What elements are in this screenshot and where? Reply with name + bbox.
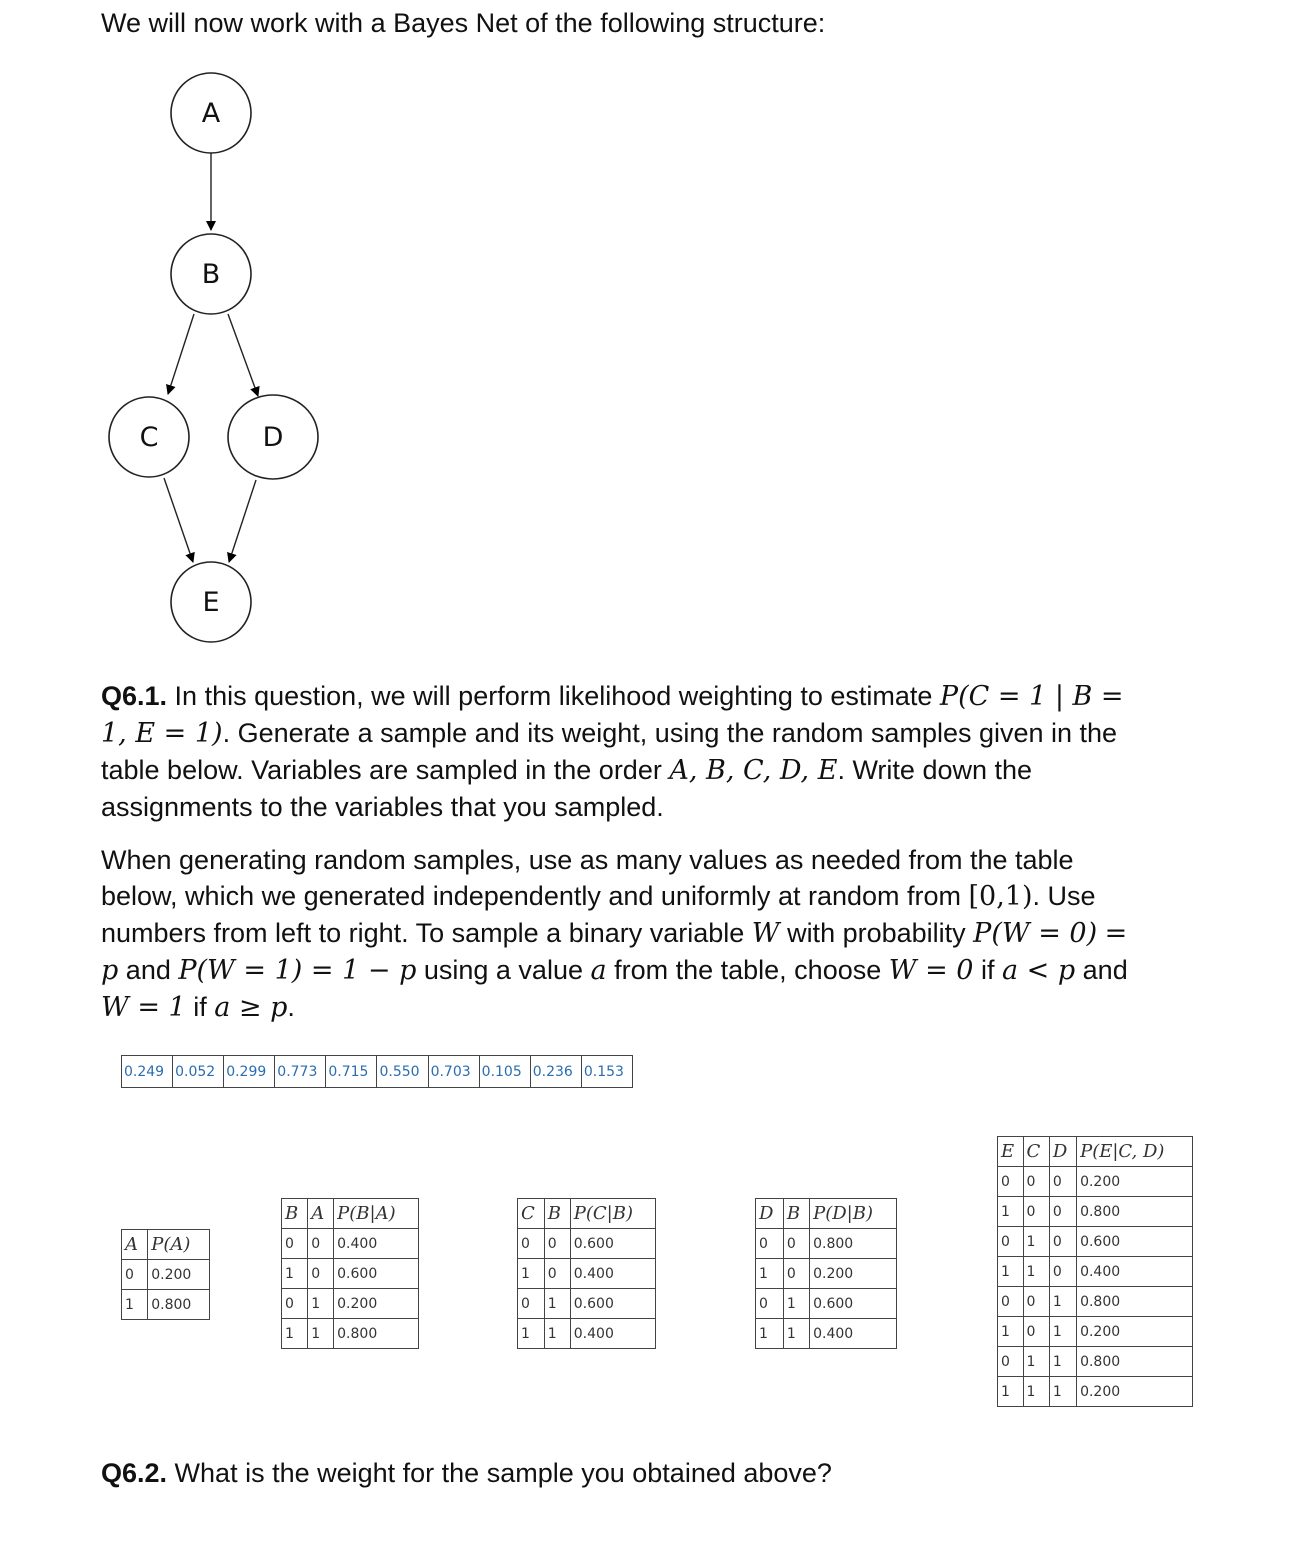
table-cell: 1 — [308, 1319, 334, 1349]
table-cell: 0.200 — [1077, 1317, 1193, 1347]
random-value: 0.773 — [275, 1056, 326, 1088]
random-value: 0.105 — [479, 1056, 530, 1088]
table-cell: 0 — [1049, 1257, 1076, 1287]
column-header: A — [122, 1230, 148, 1260]
table-header-row — [282, 1199, 419, 1229]
table-cell: 0.400 — [810, 1319, 897, 1349]
edge-b-d — [228, 314, 258, 396]
table-row — [122, 1290, 210, 1320]
column-header: P(D|B) — [810, 1199, 897, 1229]
cpt-b-table — [281, 1198, 419, 1349]
table-cell: 0 — [1023, 1287, 1049, 1317]
table-cell: 1 — [1049, 1377, 1076, 1407]
intro-text: We will now work with a Bayes Net of the following structure: — [101, 8, 826, 38]
table-row — [998, 1197, 1193, 1227]
random-value: 0.052 — [173, 1056, 224, 1088]
table-header-row — [518, 1199, 656, 1229]
table-row — [998, 1227, 1193, 1257]
table-cell: 0 — [998, 1167, 1024, 1197]
table-cell: 0.800 — [334, 1319, 419, 1349]
edge-d-e — [229, 480, 256, 562]
column-header: D — [1049, 1137, 1076, 1167]
node-label: D — [262, 422, 284, 453]
table-cell: 0 — [998, 1227, 1024, 1257]
column-header: B — [544, 1199, 570, 1229]
table-cell: 1 — [518, 1319, 545, 1349]
table-cell: 0 — [518, 1289, 545, 1319]
table-row — [282, 1229, 419, 1259]
table-cell: 1 — [308, 1289, 334, 1319]
column-header: P(E|C, D) — [1077, 1137, 1193, 1167]
random-value: 0.715 — [326, 1056, 377, 1088]
table-cell: 1 — [544, 1289, 570, 1319]
table-row — [282, 1259, 419, 1289]
table-cell: 0.200 — [334, 1289, 419, 1319]
table-cell: 1 — [1049, 1287, 1076, 1317]
table-cell: 0.600 — [334, 1259, 419, 1289]
table-row — [756, 1229, 897, 1259]
table-cell: 0 — [998, 1287, 1024, 1317]
table-row — [998, 1287, 1193, 1317]
table-cell: 1 — [282, 1319, 308, 1349]
table-row — [756, 1319, 897, 1349]
random-value: 0.249 — [122, 1056, 173, 1088]
column-header: P(B|A) — [334, 1199, 419, 1229]
cpt-c-table — [517, 1198, 656, 1349]
table-cell: 0.800 — [1077, 1197, 1193, 1227]
q61-label: Q6.1. — [101, 681, 168, 711]
table-cell: 0.800 — [148, 1290, 210, 1320]
table-header-row — [756, 1199, 897, 1229]
table-row — [282, 1289, 419, 1319]
table-row — [998, 1317, 1193, 1347]
table-header-row — [998, 1137, 1193, 1167]
q62-label: Q6.2. — [101, 1458, 168, 1488]
table-cell: 0.400 — [570, 1259, 655, 1289]
table-cell: 0.600 — [570, 1229, 655, 1259]
table-cell: 1 — [756, 1259, 784, 1289]
table-row — [122, 1260, 210, 1290]
question-6-1: Q6.1. In this question, we will perform likelihood weighting to estimate P(C = 1 | B = 1, E = 1). Generate a sample and its weight, using the random samples given in the table below. Variables are sampled in the order A, B, C, D, E. Write down the assignments to the variables that you sampled. — [101, 681, 1124, 822]
table-cell: 0.200 — [1077, 1167, 1193, 1197]
table-row — [998, 1377, 1193, 1407]
node-label: E — [202, 587, 220, 618]
table-cell: 0 — [1023, 1317, 1049, 1347]
table-cell: 0.600 — [570, 1289, 655, 1319]
table-cell: 0 — [1049, 1227, 1076, 1257]
column-header: P(A) — [148, 1230, 210, 1260]
table-cell: 0.200 — [810, 1259, 897, 1289]
table-cell: 0 — [1049, 1167, 1076, 1197]
table-cell: 1 — [1023, 1347, 1049, 1377]
table-row — [998, 1347, 1193, 1377]
node-label: C — [139, 422, 159, 453]
table-row — [998, 1167, 1193, 1197]
table-cell: 0 — [544, 1229, 570, 1259]
table-cell: 1 — [544, 1319, 570, 1349]
cpt-a-table — [121, 1229, 210, 1320]
table-cell: 0.800 — [1077, 1347, 1193, 1377]
edge-b-c — [168, 314, 194, 394]
table-cell: 0.400 — [334, 1229, 419, 1259]
table-cell: 0 — [756, 1289, 784, 1319]
table-row — [282, 1319, 419, 1349]
table-cell: 0.600 — [1077, 1227, 1193, 1257]
table-cell: 1 — [998, 1317, 1024, 1347]
table-cell: 0 — [783, 1259, 809, 1289]
table-cell: 1 — [1023, 1377, 1049, 1407]
table-cell: 1 — [998, 1257, 1024, 1287]
table-cell: 0 — [998, 1347, 1024, 1377]
column-header: C — [518, 1199, 545, 1229]
bayes-net-diagram — [0, 0, 1316, 700]
cpt-d-table — [755, 1198, 897, 1349]
table-row — [998, 1257, 1193, 1287]
random-numbers-table — [121, 1055, 633, 1088]
table-cell: 1 — [518, 1259, 545, 1289]
table-header-row — [122, 1230, 210, 1260]
table-cell: 1 — [282, 1259, 308, 1289]
table-cell: 1 — [1023, 1257, 1049, 1287]
table-cell: 0 — [282, 1229, 308, 1259]
random-value: 0.550 — [377, 1056, 428, 1088]
table-cell: 0.600 — [810, 1289, 897, 1319]
random-value: 0.153 — [581, 1056, 632, 1088]
column-header: C — [1023, 1137, 1049, 1167]
table-cell: 1 — [1049, 1347, 1076, 1377]
table-row — [518, 1229, 656, 1259]
table-row — [518, 1289, 656, 1319]
table-row — [518, 1259, 656, 1289]
random-value: 0.236 — [530, 1056, 581, 1088]
node-label: A — [201, 98, 221, 129]
sampling-instructions: When generating random samples, use as many values as needed from the table below, which we generated independently and uniformly at random from [0,1). Use numbers from left to right. To sample a binary variable W with probability P(W = 0) = p and P(W = 1) = 1 − p using a value a from the table, choose W = 0 if a < p and W = 1 if a ≥ p. — [101, 845, 1128, 1023]
table-cell: 0.200 — [148, 1260, 210, 1290]
table-cell: 1 — [122, 1290, 148, 1320]
table-cell: 1 — [1049, 1317, 1076, 1347]
table-cell: 0 — [308, 1259, 334, 1289]
table-cell: 0 — [756, 1229, 784, 1259]
table-cell: 1 — [998, 1197, 1024, 1227]
random-value: 0.703 — [428, 1056, 479, 1088]
table-cell: 1 — [783, 1319, 809, 1349]
column-header: A — [308, 1199, 334, 1229]
table-cell: 0 — [1023, 1197, 1049, 1227]
table-cell: 0.800 — [1077, 1287, 1193, 1317]
table-cell: 0 — [1023, 1167, 1049, 1197]
table-cell: 0.400 — [570, 1319, 655, 1349]
random-value: 0.299 — [224, 1056, 275, 1088]
table-cell: 0 — [1049, 1197, 1076, 1227]
node-label: B — [201, 259, 221, 290]
table-row — [122, 1056, 633, 1088]
table-cell: 1 — [998, 1377, 1024, 1407]
table-row — [756, 1259, 897, 1289]
table-cell: 0.200 — [1077, 1377, 1193, 1407]
column-header: D — [756, 1199, 784, 1229]
table-cell: 1 — [756, 1319, 784, 1349]
table-cell: 0.800 — [810, 1229, 897, 1259]
column-header: E — [998, 1137, 1024, 1167]
question-6-2: Q6.2. What is the weight for the sample you obtained above? — [101, 1458, 832, 1488]
table-row — [518, 1319, 656, 1349]
table-row — [756, 1289, 897, 1319]
table-cell: 0 — [282, 1289, 308, 1319]
table-cell: 0 — [783, 1229, 809, 1259]
column-header: B — [783, 1199, 809, 1229]
table-cell: 0 — [518, 1229, 545, 1259]
column-header: B — [282, 1199, 308, 1229]
table-cell: 0 — [308, 1229, 334, 1259]
table-cell: 0 — [544, 1259, 570, 1289]
cpt-e-table — [997, 1136, 1193, 1407]
table-cell: 1 — [1023, 1227, 1049, 1257]
table-cell: 0 — [122, 1260, 148, 1290]
column-header: P(C|B) — [570, 1199, 655, 1229]
table-cell: 0.400 — [1077, 1257, 1193, 1287]
edge-c-e — [164, 478, 193, 562]
table-cell: 1 — [783, 1289, 809, 1319]
